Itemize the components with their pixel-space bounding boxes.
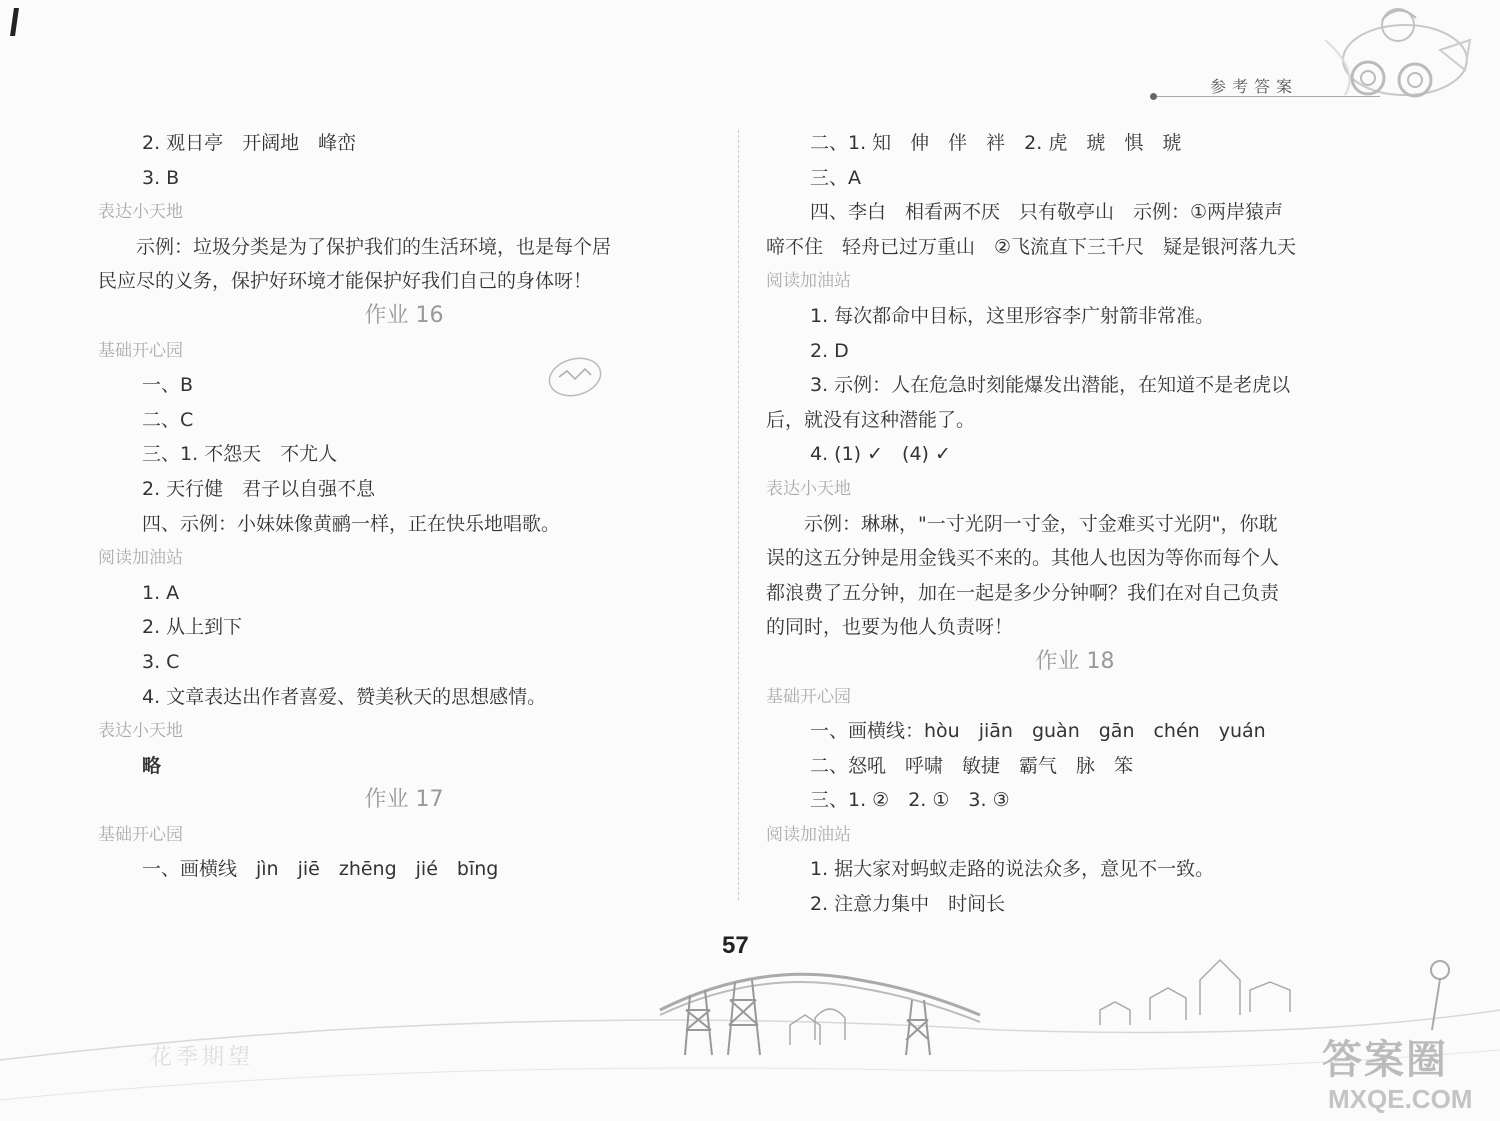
header-label: 参考答案	[1210, 77, 1299, 96]
answer-line: 略	[142, 754, 162, 777]
answer-line: 一、画横线：hòu jiān guàn gān chén yuán	[810, 720, 1266, 743]
column-divider	[738, 130, 739, 900]
page-number: 57	[722, 932, 749, 959]
answer-line: 1. 据大家对蚂蚁走路的说法众多，意见不一致。	[810, 858, 1215, 881]
assignment-title: 作业 17	[364, 787, 444, 813]
answer-line: 都浪费了五分钟，加在一起是多少分钟啊？我们在对自己负责	[766, 581, 1280, 604]
section-heading: 表达小天地	[98, 721, 183, 742]
answer-line: 2. D	[810, 339, 849, 362]
answer-line: 1. A	[142, 581, 180, 604]
answer-line: 二、C	[142, 408, 194, 431]
watermark-logo-text: 答案圈	[1322, 1037, 1448, 1083]
header-rule	[1150, 96, 1380, 97]
answer-line: 三、1. ② 2. ① 3. ③	[810, 789, 1010, 812]
answer-line: 的同时，也要为他人负责呀！	[766, 616, 1014, 639]
header-cartoon-illustration	[1320, 0, 1490, 115]
answer-line: 二、怒吼 呼啸 敏捷 霸气 脉 笨	[810, 754, 1134, 777]
answer-line: 2. 从上到下	[142, 616, 243, 639]
section-heading: 基础开心园	[98, 824, 183, 845]
answer-line: 3. C	[142, 650, 180, 673]
answer-line: 示例：琳琳，"一寸光阴一寸金，寸金难买寸光阴"，你耽	[766, 512, 1278, 535]
footer-brand: 花季期望	[150, 1045, 255, 1070]
answer-line: 三、1. 不怨天 不尤人	[142, 443, 338, 466]
answer-line: 2. 观日亭 开阔地 峰峦	[142, 132, 357, 154]
answer-line: 3. 示例：人在危急时刻能爆发出潜能，在知道不是老虎以	[810, 374, 1291, 397]
left-column	[98, 126, 710, 887]
section-heading: 阅读加油站	[766, 271, 851, 292]
answer-line: 二、1. 知 伸 伴 袢 2. 虎 琥 惧 琥	[810, 132, 1182, 154]
assignment-title: 作业 16	[364, 302, 444, 328]
answer-line: 民应尽的义务，保护好环境才能保护好我们自己的身体呀！	[98, 270, 593, 293]
answer-line: 3. B	[142, 166, 180, 189]
answer-line: 后，就没有这种潜能了。	[766, 408, 976, 431]
section-heading: 表达小天地	[766, 478, 851, 499]
answer-line: 三、A	[810, 166, 861, 189]
answer-line: 4. (1) ✓ (4) ✓	[810, 443, 951, 466]
answer-line: 4. 文章表达出作者喜爱、赞美秋天的思想感情。	[142, 685, 547, 708]
answer-line: 误的这五分钟是用金钱买不来的。其他人也因为等你而每个人	[766, 547, 1280, 570]
answer-line: 2. 注意力集中 时间长	[810, 893, 1006, 916]
answer-line: 示例：垃圾分类是为了保护我们的生活环境，也是每个居	[98, 235, 612, 258]
answer-line: 1. 每次都命中目标，这里形容李广射箭非常准。	[810, 304, 1215, 327]
stamp-decoration	[545, 355, 605, 400]
section-heading: 表达小天地	[98, 202, 183, 223]
footer-landscape-illustration	[0, 940, 1500, 1121]
assignment-title: 作业 18	[1035, 648, 1115, 674]
section-heading: 基础开心园	[98, 340, 183, 361]
right-column	[766, 126, 1384, 922]
answer-line: 啼不住 轻舟已过万重山 ②飞流直下三千尺 疑是银河落九天	[766, 235, 1297, 258]
section-heading: 基础开心园	[766, 686, 851, 707]
corner-mark	[10, 8, 19, 36]
answer-line: 2. 天行健 君子以自强不息	[142, 477, 376, 500]
answer-line: 四、李白 相看两不厌 只有敬亭山 示例：①两岸猿声	[810, 201, 1284, 224]
answer-line: 一、B	[142, 374, 194, 397]
watermark-url: MXQE.COM	[1328, 1084, 1473, 1114]
section-heading: 阅读加油站	[766, 824, 851, 845]
answer-line: 一、画横线 jìn jiē zhēng jié bīng	[142, 858, 499, 881]
answer-line: 四、示例：小妹妹像黄鹂一样，正在快乐地唱歌。	[142, 512, 561, 535]
section-heading: 阅读加油站	[98, 548, 183, 569]
header-bullet	[1150, 93, 1157, 100]
